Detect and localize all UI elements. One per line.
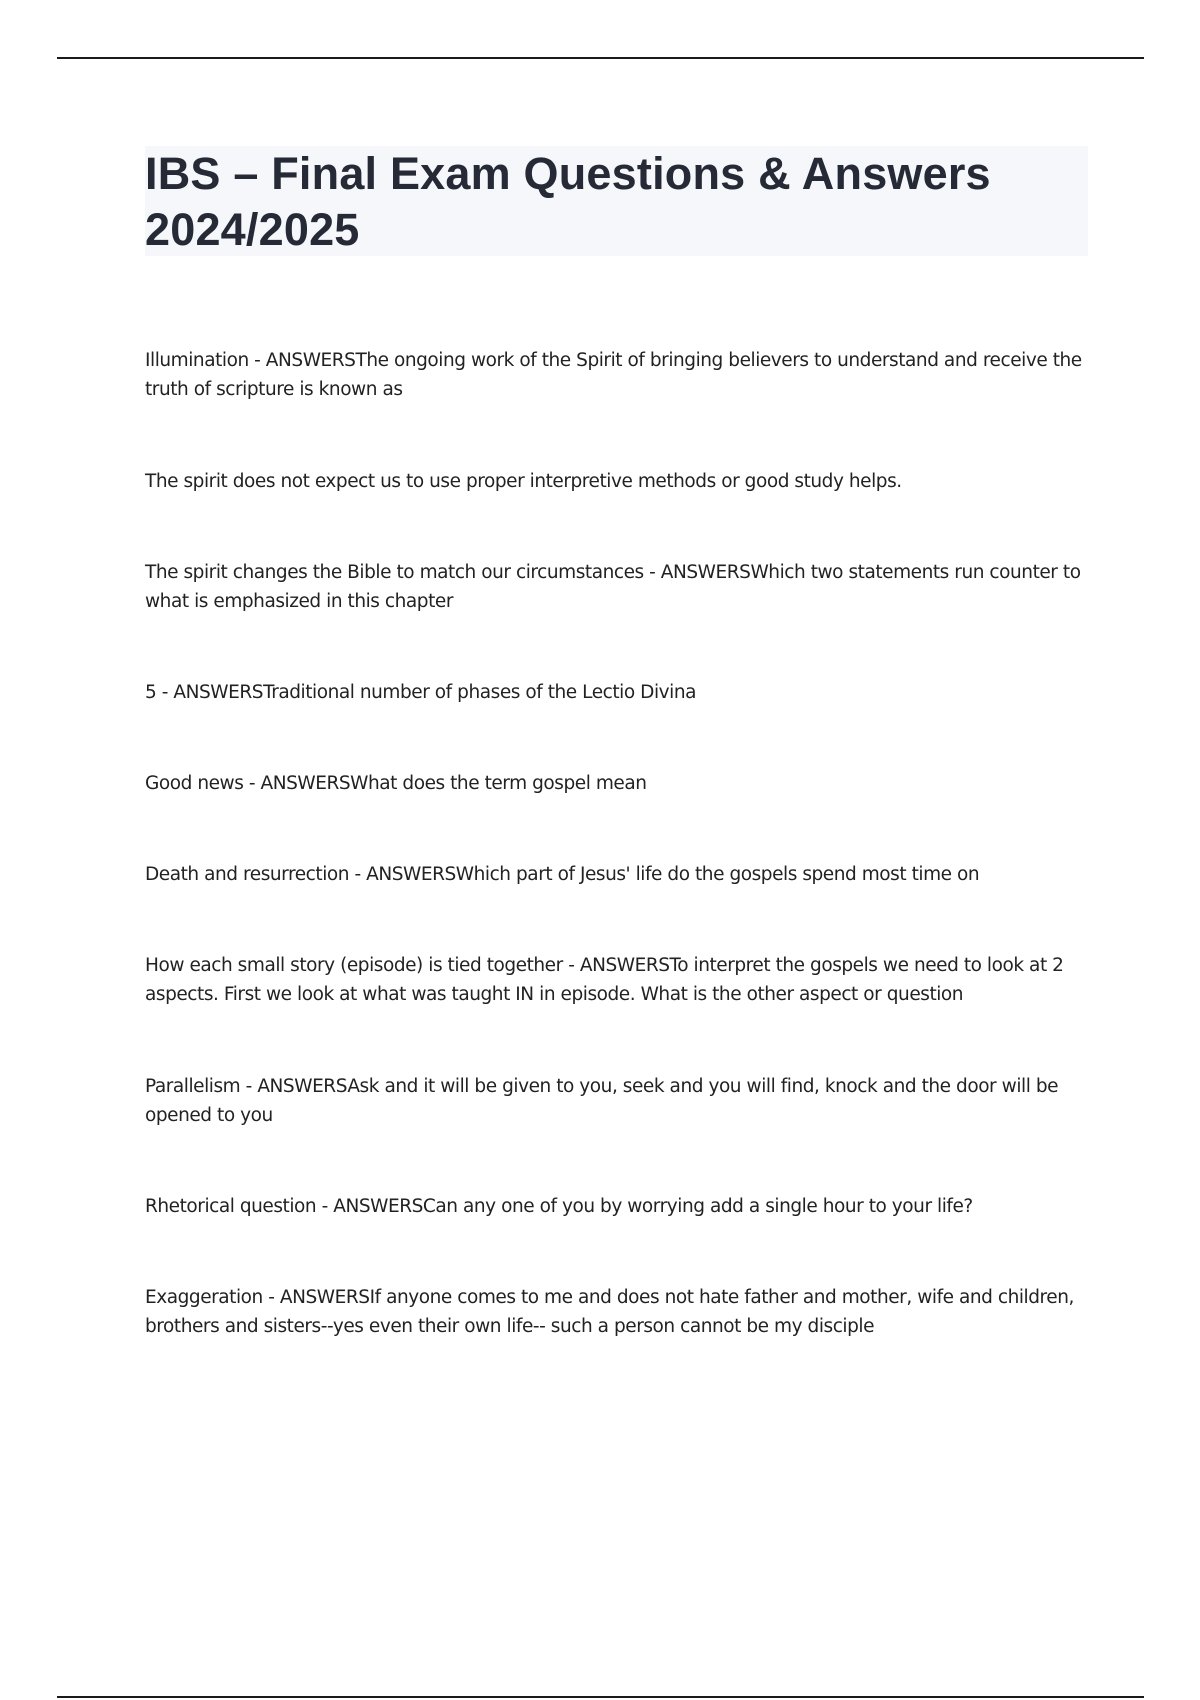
qa-item-good-news: Good news - ANSWERSWhat does the term gospel mean <box>145 773 647 794</box>
document-title: IBS – Final Exam Questions & Answers 2024/2025 <box>145 148 991 255</box>
qa-item-parallelism: Parallelism - ANSWERSAsk and it will be given to you, seek and you will find, knock and the door will be opened to you <box>145 1076 1059 1126</box>
qa-item-interpretive-methods: The spirit does not expect us to use proper interpretive methods or good study helps. <box>145 471 902 492</box>
qa-item-exaggeration: Exaggeration - ANSWERSIf anyone comes to me and does not hate father and mother, wife and children, brothers and sisters--yes even their own life-- such a person cannot be my disciple <box>145 1287 1074 1337</box>
title-banner <box>145 146 1088 256</box>
qa-item-spirit-changes-bible: The spirit changes the Bible to match our circumstances - ANSWERSWhich two statements run counter to what is emphasized in this chapter <box>145 562 1081 612</box>
qa-item-death-resurrection: Death and resurrection - ANSWERSWhich part of Jesus' life do the gospels spend most time on <box>145 864 980 885</box>
qa-item-rhetorical-question: Rhetorical question - ANSWERSCan any one of you by worrying add a single hour to your life? <box>145 1196 973 1217</box>
qa-item-lectio-divina: 5 - ANSWERSTraditional number of phases of the Lectio Divina <box>145 682 696 703</box>
top-divider <box>57 57 1144 59</box>
qa-item-illumination: Illumination - ANSWERSThe ongoing work of the Spirit of bringing believers to understand and receive the truth of scripture is known as <box>145 350 1082 400</box>
qa-item-episode-tied: How each small story (episode) is tied together - ANSWERSTo interpret the gospels we need to look at 2 aspects. First we look at what was taught IN in episode. What is the other aspect or question <box>145 955 1064 1005</box>
bottom-divider <box>57 1696 1144 1698</box>
